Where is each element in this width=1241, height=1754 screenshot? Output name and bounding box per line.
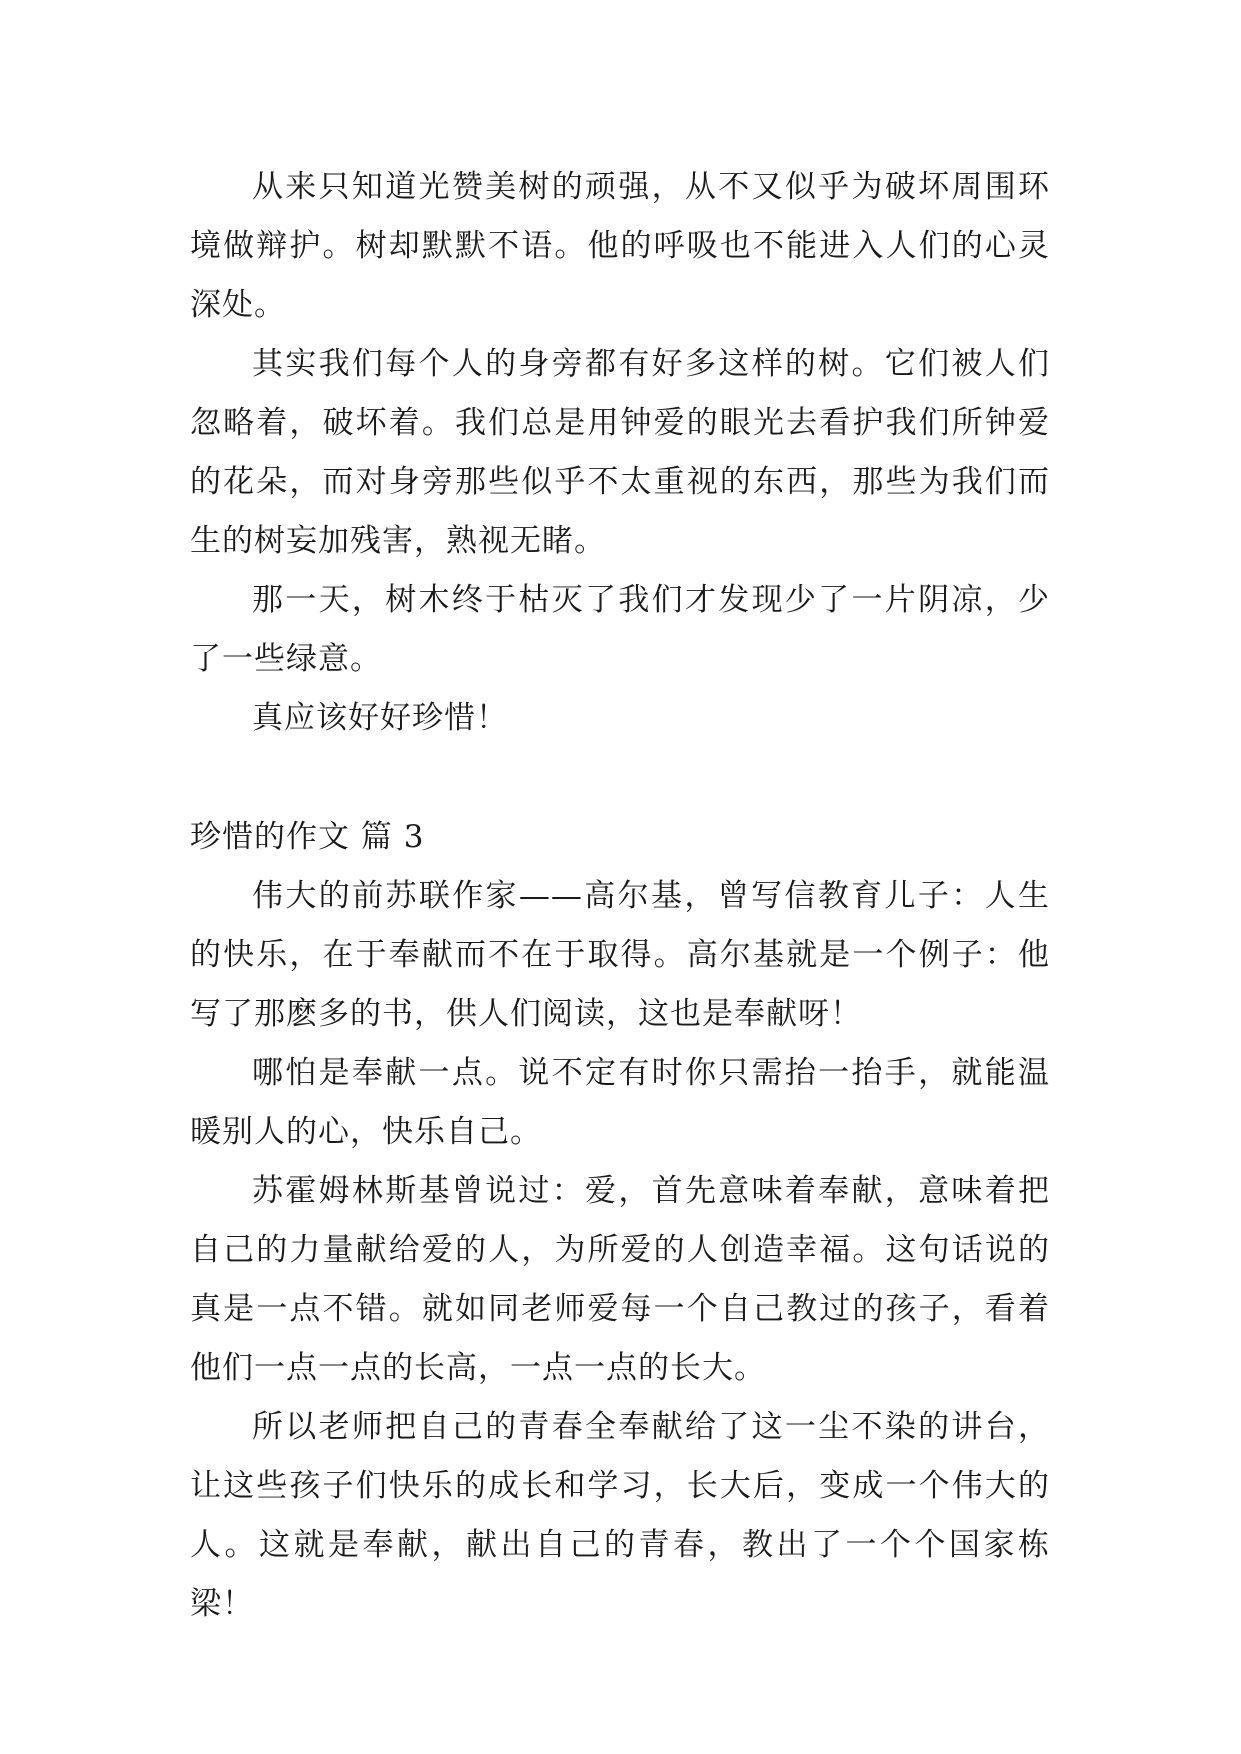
paragraph: 所以老师把自己的青春全奉献给了这一尘不染的讲台，让这些孩子们快乐的成长和学习，长大后，变成一个伟大的人。这就是奉献，献出自己的青春，教出了一个个国家栋梁！ xyxy=(190,1409,1050,1622)
paragraph: 苏霍姆林斯基曾说过：爱，首先意味着奉献，意味着把自己的力量献给爱的人，为所爱的人创造幸福。这句话说的真是一点不错。就如同老师爱每一个自己教过的孩子，看着他们一点一点的长高，一点一点的长大。 xyxy=(190,1173,1050,1386)
paragraph: 其实我们每个人的身旁都有好多这样的树。它们被人们忽略着，破坏着。我们总是用钟爱的眼光去看护我们所钟爱的花朵，而对身旁那些似乎不太重视的东西，那些为我们而生的树妄加残害，熟视无睹。 xyxy=(190,346,1050,559)
document-body xyxy=(190,158,1050,1634)
section-spacer xyxy=(190,748,1050,808)
paragraph: 真应该好好珍惜！ xyxy=(252,700,508,736)
paragraph: 从来只知道光赞美树的顽强，从不又似乎为破坏周围环境做辩护。树却默默不语。他的呼吸也不能进入人们的心灵深处。 xyxy=(190,169,1050,323)
paragraph: 伟大的前苏联作家——高尔基，曾写信教育儿子：人生的快乐，在于奉献而不在于取得。高尔基就是一个例子：他写了那麽多的书，供人们阅读，这也是奉献呀！ xyxy=(190,878,1050,1032)
paragraph: 那一天，树木终于枯灭了我们才发现少了一片阴凉，少了一些绿意。 xyxy=(190,582,1050,677)
section-heading: 珍惜的作文 篇 3 xyxy=(190,819,425,855)
paragraph: 哪怕是奉献一点。说不定有时你只需抬一抬手，就能温暖别人的心，快乐自己。 xyxy=(190,1055,1050,1150)
